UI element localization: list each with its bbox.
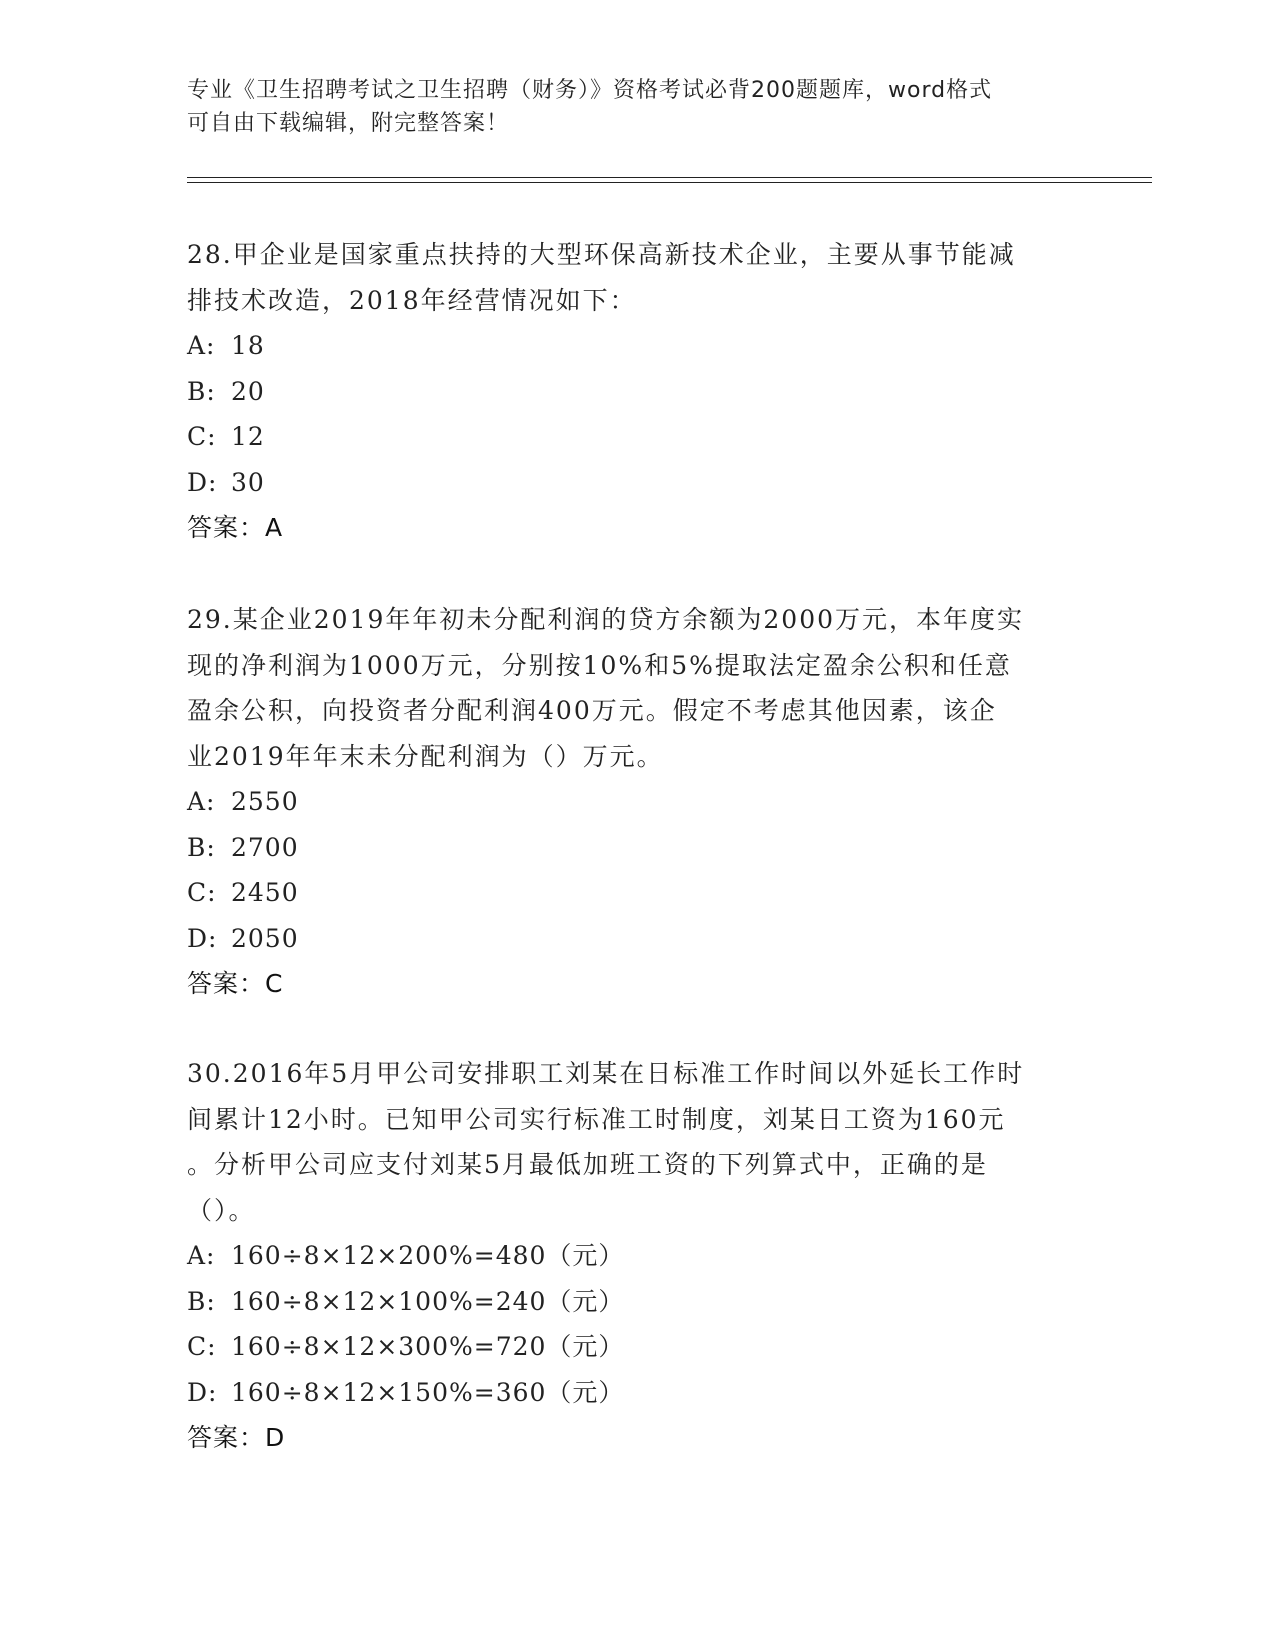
stem-line: 盈余公积，向投资者分配利润400万元。假定不考虑其他因素，该企 — [187, 696, 997, 725]
option-letter: D: — [187, 923, 218, 953]
option-letter: B: — [187, 832, 216, 862]
header-line: 专业《卫生招聘考试之卫生招聘（财务）》资格考试必背200题题库，word格式 — [187, 78, 993, 103]
option-letter: D: — [187, 1377, 218, 1407]
stem-line: 业2019年年末未分配利润为（）万元。 — [187, 741, 664, 771]
answer-line: 答案：C — [187, 969, 284, 998]
stem-line: 28.甲企业是国家重点扶持的大型环保高新技术企业，主要从事节能减 — [187, 240, 1016, 269]
option-text: 160÷8×12×100%=240（元） — [231, 1286, 625, 1316]
answer-line: 答案：A — [187, 513, 284, 542]
header-divider-bottom — [187, 182, 1152, 183]
question-29 — [187, 597, 1087, 1007]
question-stem — [187, 597, 1087, 779]
stem-line: 29.某企业2019年年初未分配利润的贷方余额为2000万元，本年度实 — [187, 605, 1025, 634]
option-text: 20 — [231, 376, 265, 406]
option-letter: C: — [187, 878, 217, 907]
option-text: 2700 — [231, 832, 299, 862]
option-a — [187, 1233, 1087, 1279]
option-a — [187, 779, 1087, 825]
option-letter: A: — [187, 1241, 216, 1270]
question-stem — [187, 1051, 1087, 1233]
stem-line: 。分析甲公司应支付刘某5月最低加班工资的下列算式中，正确的是 — [187, 1150, 988, 1179]
header-divider-top — [187, 177, 1152, 178]
stem-line: 间累计12小时。已知甲公司实行标准工时制度，刘某日工资为160元 — [187, 1104, 1006, 1134]
option-b — [187, 825, 1087, 871]
option-letter: C: — [187, 1332, 217, 1361]
option-a — [187, 323, 1087, 369]
option-c — [187, 870, 1087, 916]
option-letter: A: — [187, 787, 216, 816]
option-d — [187, 1370, 1087, 1416]
option-b — [187, 369, 1087, 415]
option-letter: D: — [187, 467, 218, 497]
option-text: 160÷8×12×150%=360（元） — [231, 1377, 625, 1407]
option-c — [187, 1324, 1087, 1370]
option-letter: A: — [187, 331, 216, 360]
option-b — [187, 1279, 1087, 1325]
question-stem — [187, 232, 1087, 323]
option-text: 2050 — [231, 923, 299, 953]
stem-line: （）。 — [187, 1195, 256, 1225]
document-header — [187, 74, 1067, 140]
option-text: 2450 — [231, 878, 299, 907]
option-d — [187, 916, 1087, 962]
option-text: 18 — [231, 331, 265, 360]
option-text: 12 — [231, 422, 265, 451]
option-letter: B: — [187, 376, 216, 406]
question-30 — [187, 1051, 1087, 1461]
question-28 — [187, 232, 1087, 551]
option-letter: C: — [187, 422, 217, 451]
option-text: 2550 — [231, 787, 299, 816]
stem-line: 30.2016年5月甲公司安排职工刘某在日标准工作时间以外延长工作时 — [187, 1059, 1025, 1088]
header-line: 可自由下载编辑，附完整答案！ — [187, 111, 510, 136]
option-text: 30 — [231, 467, 265, 497]
option-d — [187, 460, 1087, 506]
option-letter: B: — [187, 1286, 216, 1316]
answer-line: 答案：D — [187, 1423, 286, 1452]
option-c — [187, 414, 1087, 460]
option-text: 160÷8×12×200%=480（元） — [231, 1241, 625, 1270]
stem-line: 排技术改造，2018年经营情况如下： — [187, 285, 637, 315]
stem-line: 现的净利润为1000万元，分别按10%和5%提取法定盈余公积和任意 — [187, 650, 1012, 680]
option-text: 160÷8×12×300%=720（元） — [231, 1332, 625, 1361]
